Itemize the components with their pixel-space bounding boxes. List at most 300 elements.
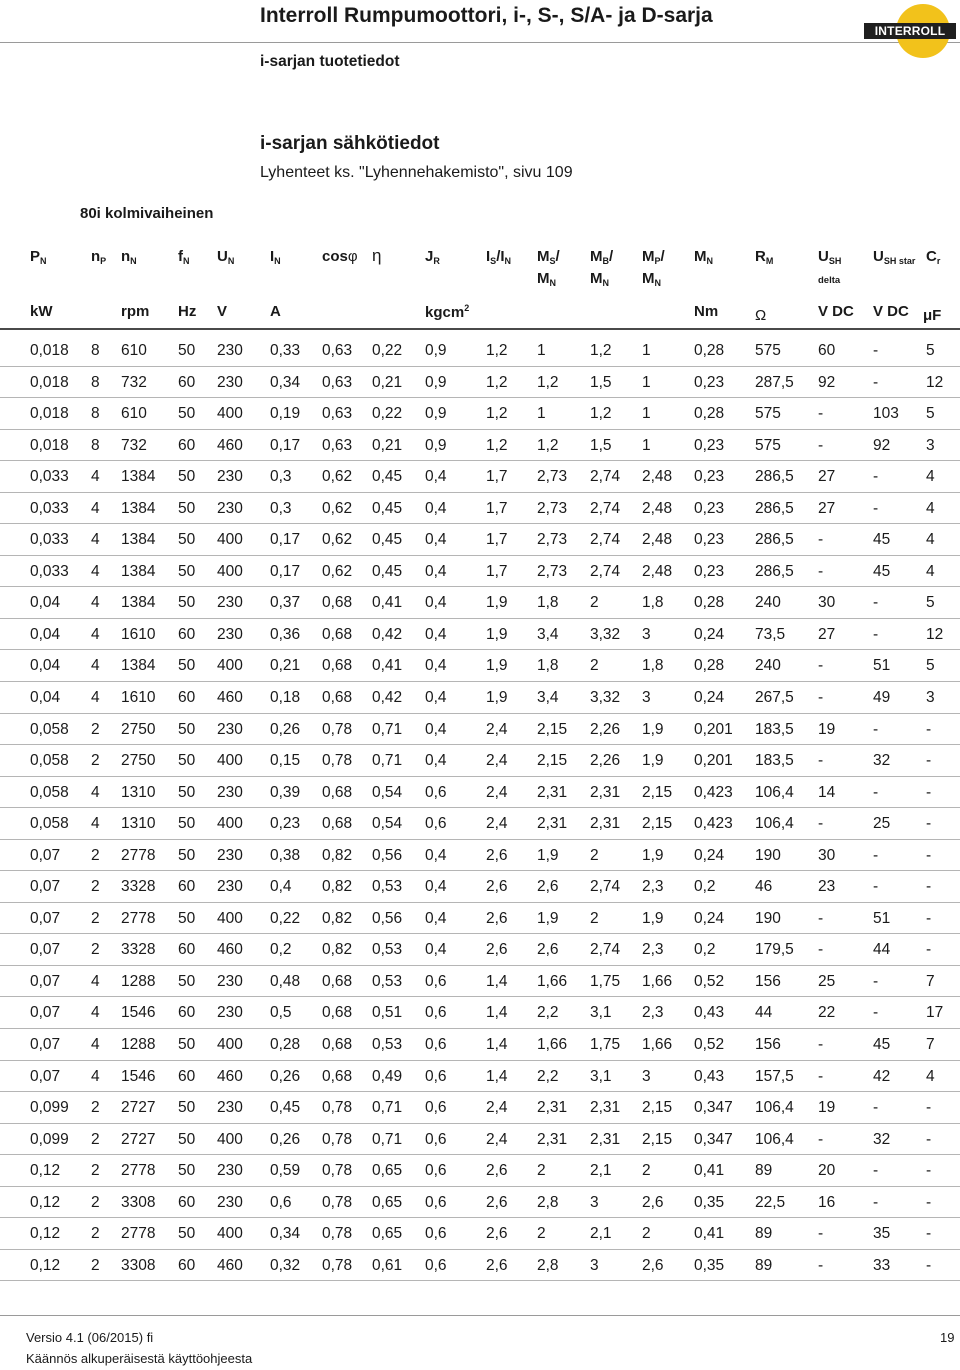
cell-ush-delta: 14: [818, 783, 836, 801]
cell-is-in: 1,9: [486, 594, 508, 612]
cell-fn: 60: [178, 625, 196, 643]
cell-ush-star: -: [873, 499, 879, 517]
cell-cosphi: 0,62: [322, 531, 353, 549]
cell-mp-mn: 1,66: [642, 1036, 673, 1054]
cell-eta: 0,49: [372, 1067, 403, 1085]
cell-nn: 2727: [121, 1099, 156, 1117]
cell-cr: 3: [926, 436, 935, 454]
cell-ush-star: -: [873, 1162, 879, 1180]
cell-nn: 1288: [121, 1036, 156, 1054]
cell-pn: 0,099: [30, 1130, 69, 1148]
cell-mp-mn: 1: [642, 373, 651, 391]
cell-eta: 0,71: [372, 1130, 403, 1148]
cell-pn: 0,04: [30, 689, 61, 707]
cell-jr: 0,6: [425, 1225, 447, 1243]
cell-ush-delta: -: [818, 1036, 824, 1054]
variant-label: 80i kolmivaiheinen: [80, 205, 214, 222]
cell-pn: 0,07: [30, 972, 61, 990]
cell-un: 400: [217, 1130, 243, 1148]
cell-rm: 267,5: [755, 689, 794, 707]
cell-un: 400: [217, 531, 243, 549]
cell-mp-mn: 2,6: [642, 1193, 664, 1211]
cell-ush-star: -: [873, 783, 879, 801]
cell-un: 230: [217, 594, 243, 612]
cell-jr: 0,4: [425, 499, 447, 517]
cell-fn: 50: [178, 562, 196, 580]
cell-cr: 12: [926, 373, 944, 391]
cell-cr: 3: [926, 689, 935, 707]
cell-rm: 89: [755, 1162, 773, 1180]
cell-mn: 0,347: [694, 1099, 733, 1117]
cell-pn: 0,018: [30, 436, 69, 454]
cell-fn: 50: [178, 1130, 196, 1148]
cell-pn: 0,12: [30, 1225, 61, 1243]
cell-ush-delta: -: [818, 657, 824, 675]
cell-fn: 50: [178, 657, 196, 675]
cell-mp-mn: 1,66: [642, 972, 673, 990]
table-row: [0, 650, 960, 682]
cell-is-in: 2,4: [486, 720, 508, 738]
cell-ms-mn: 1,2: [537, 436, 559, 454]
cell-cosphi: 0,68: [322, 625, 353, 643]
cell-fn: 50: [178, 846, 196, 864]
cell-np: 4: [91, 625, 100, 643]
cell-eta: 0,22: [372, 405, 403, 423]
cell-ush-delta: 27: [818, 499, 836, 517]
cell-rm: 183,5: [755, 752, 794, 770]
cell-ms-mn: 2,2: [537, 1067, 559, 1085]
cell-cr: -: [926, 1256, 932, 1274]
cell-cosphi: 0,63: [322, 373, 353, 391]
cell-nn: 2778: [121, 1162, 156, 1180]
cell-mn: 0,41: [694, 1162, 725, 1180]
cell-ms-mn: 2: [537, 1225, 546, 1243]
cell-in: 0,38: [270, 846, 301, 864]
cell-ush-delta: 30: [818, 594, 836, 612]
cell-mn: 0,23: [694, 436, 725, 454]
col-header-rm: $R_M$: [755, 248, 774, 266]
cell-pn: 0,058: [30, 720, 69, 738]
cell-jr: 0,4: [425, 468, 447, 486]
cell-mn: 0,52: [694, 1036, 725, 1054]
cell-in: 0,18: [270, 689, 301, 707]
cell-un: 230: [217, 846, 243, 864]
cell-mp-mn: 2,3: [642, 878, 664, 896]
cell-nn: 1288: [121, 972, 156, 990]
cell-ush-star: -: [873, 720, 879, 738]
cell-mp-mn: 1,8: [642, 594, 664, 612]
cell-cr: -: [926, 878, 932, 896]
col-header-un: $U_N$: [217, 248, 235, 266]
cell-mp-mn: 2,15: [642, 1099, 673, 1117]
cell-in: 0,3: [270, 499, 292, 517]
col-header-ms-mn: $M_S/$ $M_N$: [537, 248, 560, 288]
cell-jr: 0,6: [425, 1130, 447, 1148]
cell-cr: -: [926, 752, 932, 770]
cell-jr: 0,6: [425, 1256, 447, 1274]
cell-nn: 1546: [121, 1067, 156, 1085]
cell-ush-star: -: [873, 594, 879, 612]
cell-is-in: 2,6: [486, 1193, 508, 1211]
cell-mn: 0,28: [694, 594, 725, 612]
cell-eta: 0,22: [372, 342, 403, 359]
cell-pn: 0,058: [30, 783, 69, 801]
cell-mp-mn: 2,48: [642, 562, 673, 580]
cell-eta: 0,42: [372, 689, 403, 707]
cell-un: 400: [217, 1225, 243, 1243]
cell-ms-mn: 2,31: [537, 1099, 568, 1117]
cell-cosphi: 0,62: [322, 468, 353, 486]
cell-ush-delta: -: [818, 405, 824, 423]
cell-in: 0,21: [270, 657, 301, 675]
cell-cosphi: 0,68: [322, 689, 353, 707]
cell-fn: 50: [178, 909, 196, 927]
cell-un: 230: [217, 342, 243, 359]
cell-mn: 0,23: [694, 562, 725, 580]
cell-np: 4: [91, 657, 100, 675]
cell-ms-mn: 3,4: [537, 689, 559, 707]
cell-cosphi: 0,78: [322, 1225, 353, 1243]
cell-ush-star: -: [873, 625, 879, 643]
cell-eta: 0,71: [372, 720, 403, 738]
cell-eta: 0,42: [372, 625, 403, 643]
cell-mn: 0,28: [694, 657, 725, 675]
cell-fn: 60: [178, 878, 196, 896]
unit-rm: Ω: [755, 307, 767, 324]
cell-fn: 50: [178, 752, 196, 770]
cell-ms-mn: 2,15: [537, 752, 568, 770]
document-title: Interroll Rumpumoottori, i-, S-, S/A- ja D-sarja: [260, 4, 713, 27]
cell-rm: 286,5: [755, 531, 794, 549]
cell-jr: 0,6: [425, 972, 447, 990]
cell-in: 0,26: [270, 1130, 301, 1148]
cell-rm: 190: [755, 846, 781, 864]
cell-np: 4: [91, 689, 100, 707]
unit-mn: Nm: [694, 303, 719, 320]
cell-rm: 240: [755, 657, 781, 675]
cell-np: 4: [91, 1067, 100, 1085]
cell-ush-star: 35: [873, 1225, 891, 1243]
cell-in: 0,6: [270, 1193, 292, 1211]
cell-cr: -: [926, 815, 932, 833]
cell-rm: 190: [755, 909, 781, 927]
cell-cosphi: 0,82: [322, 878, 353, 896]
cell-ush-star: 42: [873, 1067, 891, 1085]
cell-eta: 0,53: [372, 878, 403, 896]
cell-ush-delta: -: [818, 752, 824, 770]
cell-cosphi: 0,78: [322, 1099, 353, 1117]
cell-fn: 50: [178, 499, 196, 517]
cell-jr: 0,6: [425, 815, 447, 833]
cell-is-in: 2,6: [486, 1162, 508, 1180]
cell-rm: 89: [755, 1256, 773, 1274]
cell-mp-mn: 2,6: [642, 1256, 664, 1274]
cell-eta: 0,41: [372, 657, 403, 675]
cell-pn: 0,04: [30, 657, 61, 675]
cell-jr: 0,6: [425, 1193, 447, 1211]
cell-mb-mn: 2,74: [590, 468, 621, 486]
col-header-mn: $M_N$: [694, 248, 713, 266]
cell-ush-delta: 22: [818, 1004, 836, 1022]
cell-is-in: 2,4: [486, 783, 508, 801]
cell-jr: 0,4: [425, 562, 447, 580]
cell-is-in: 1,4: [486, 972, 508, 990]
cell-nn: 1384: [121, 657, 156, 675]
cell-in: 0,32: [270, 1256, 301, 1274]
cell-eta: 0,53: [372, 972, 403, 990]
table-row: [0, 871, 960, 903]
cell-cosphi: 0,68: [322, 594, 353, 612]
cell-jr: 0,6: [425, 1162, 447, 1180]
cell-ms-mn: 1,66: [537, 1036, 568, 1054]
cell-un: 400: [217, 657, 243, 675]
cell-rm: 44: [755, 1004, 773, 1022]
cell-fn: 60: [178, 373, 196, 391]
cell-mn: 0,201: [694, 752, 733, 770]
cell-ush-delta: 92: [818, 373, 836, 391]
cell-mn: 0,43: [694, 1067, 725, 1085]
cell-mp-mn: 3: [642, 689, 651, 707]
table-row: [0, 840, 960, 872]
cell-nn: 2778: [121, 909, 156, 927]
cell-cr: -: [926, 846, 932, 864]
cell-ush-star: 103: [873, 405, 899, 423]
cell-eta: 0,65: [372, 1225, 403, 1243]
cell-mb-mn: 2: [590, 846, 599, 864]
cell-cosphi: 0,63: [322, 405, 353, 423]
cell-is-in: 1,7: [486, 499, 508, 517]
cell-pn: 0,07: [30, 941, 61, 959]
cell-cosphi: 0,78: [322, 1130, 353, 1148]
cell-mb-mn: 2,31: [590, 783, 621, 801]
cell-np: 8: [91, 436, 100, 454]
table-row: [0, 808, 960, 840]
unit-in: A: [270, 303, 281, 320]
cell-mp-mn: 1,9: [642, 720, 664, 738]
cell-np: 2: [91, 941, 100, 959]
col-header-ush-delta: $U_{SH}$ delta: [818, 248, 842, 286]
cell-ms-mn: 3,4: [537, 625, 559, 643]
cell-is-in: 2,4: [486, 1099, 508, 1117]
cell-fn: 50: [178, 405, 196, 423]
unit-ush-star: V DC: [873, 303, 909, 320]
cell-eta: 0,71: [372, 752, 403, 770]
cell-un: 460: [217, 1067, 243, 1085]
cell-rm: 287,5: [755, 373, 794, 391]
table-row: [0, 367, 960, 399]
cell-mb-mn: 2,31: [590, 1099, 621, 1117]
table-row: [0, 1155, 960, 1187]
cell-pn: 0,033: [30, 468, 69, 486]
cell-rm: 286,5: [755, 499, 794, 517]
col-header-pn: $P_N$: [30, 248, 47, 266]
cell-mb-mn: 3: [590, 1256, 599, 1274]
cell-ms-mn: 1: [537, 405, 546, 423]
cell-mp-mn: 2,48: [642, 531, 673, 549]
cell-ush-star: -: [873, 972, 879, 990]
cell-is-in: 2,6: [486, 1225, 508, 1243]
cell-fn: 50: [178, 972, 196, 990]
cell-mn: 0,24: [694, 689, 725, 707]
cell-mp-mn: 2,3: [642, 941, 664, 959]
section-title: i-sarjan sähkötiedot: [260, 133, 440, 154]
cell-nn: 610: [121, 405, 147, 423]
cell-rm: 575: [755, 436, 781, 454]
cell-ush-star: 92: [873, 436, 891, 454]
cell-mn: 0,23: [694, 373, 725, 391]
cell-is-in: 2,6: [486, 846, 508, 864]
cell-mp-mn: 2,3: [642, 1004, 664, 1022]
cell-cr: 4: [926, 468, 935, 486]
cell-ush-delta: -: [818, 531, 824, 549]
cell-ush-star: 45: [873, 531, 891, 549]
cell-ush-star: 49: [873, 689, 891, 707]
cell-un: 400: [217, 752, 243, 770]
cell-nn: 732: [121, 373, 147, 391]
cell-np: 4: [91, 594, 100, 612]
cell-in: 0,17: [270, 436, 301, 454]
cell-mn: 0,41: [694, 1225, 725, 1243]
col-header-cosphi: cosφ: [322, 248, 358, 265]
col-header-jr: $J_R$: [425, 248, 440, 266]
cell-ush-delta: 27: [818, 468, 836, 486]
cell-un: 230: [217, 720, 243, 738]
cell-ush-delta: -: [818, 436, 824, 454]
cell-pn: 0,04: [30, 594, 61, 612]
cell-mn: 0,23: [694, 531, 725, 549]
cell-ush-star: 45: [873, 1036, 891, 1054]
cell-rm: 183,5: [755, 720, 794, 738]
cell-np: 4: [91, 783, 100, 801]
cell-pn: 0,018: [30, 405, 69, 423]
cell-pn: 0,033: [30, 531, 69, 549]
cell-jr: 0,6: [425, 783, 447, 801]
cell-mb-mn: 2,74: [590, 878, 621, 896]
table-row: [0, 524, 960, 556]
cell-fn: 50: [178, 531, 196, 549]
cell-cr: 4: [926, 562, 935, 580]
cell-mn: 0,28: [694, 405, 725, 423]
cell-fn: 50: [178, 720, 196, 738]
cell-ms-mn: 1,66: [537, 972, 568, 990]
cell-ms-mn: 2,73: [537, 562, 568, 580]
cell-cosphi: 0,78: [322, 1193, 353, 1211]
cell-nn: 1384: [121, 499, 156, 517]
cell-np: 8: [91, 405, 100, 423]
unit-ush-delta: V DC: [818, 303, 854, 320]
cell-cr: 7: [926, 972, 935, 990]
cell-ush-delta: 19: [818, 720, 836, 738]
cell-pn: 0,018: [30, 373, 69, 391]
cell-mn: 0,347: [694, 1130, 733, 1148]
cell-ms-mn: 1,8: [537, 594, 559, 612]
cell-ush-star: 33: [873, 1256, 891, 1274]
cell-nn: 1310: [121, 783, 156, 801]
cell-un: 400: [217, 909, 243, 927]
cell-un: 230: [217, 878, 243, 896]
cell-nn: 2750: [121, 752, 156, 770]
cell-mn: 0,52: [694, 972, 725, 990]
cell-np: 2: [91, 909, 100, 927]
cell-is-in: 1,2: [486, 436, 508, 454]
cell-pn: 0,099: [30, 1099, 69, 1117]
cell-un: 230: [217, 1004, 243, 1022]
cell-mp-mn: 2,15: [642, 815, 673, 833]
cell-mp-mn: 1: [642, 436, 651, 454]
cell-nn: 2778: [121, 1225, 156, 1243]
cell-jr: 0,6: [425, 1036, 447, 1054]
cell-ush-delta: 30: [818, 846, 836, 864]
cell-jr: 0,4: [425, 909, 447, 927]
cell-rm: 157,5: [755, 1067, 794, 1085]
col-header-eta: η: [372, 246, 382, 265]
cell-fn: 50: [178, 815, 196, 833]
cell-cr: 4: [926, 531, 935, 549]
cell-un: 400: [217, 405, 243, 423]
cell-cr: -: [926, 909, 932, 927]
cell-cr: -: [926, 783, 932, 801]
cell-cr: 5: [926, 405, 935, 423]
cell-np: 4: [91, 562, 100, 580]
header-divider: [0, 42, 960, 43]
cell-is-in: 1,4: [486, 1004, 508, 1022]
logo-text: INTERROLL: [864, 23, 956, 39]
footer-divider: [0, 1315, 960, 1316]
cell-in: 0,15: [270, 752, 301, 770]
cell-fn: 50: [178, 1099, 196, 1117]
cell-ms-mn: 1,9: [537, 909, 559, 927]
cell-un: 230: [217, 373, 243, 391]
cell-ush-star: 44: [873, 941, 891, 959]
cell-in: 0,19: [270, 405, 301, 423]
cell-mn: 0,35: [694, 1193, 725, 1211]
cell-in: 0,26: [270, 720, 301, 738]
cell-cr: -: [926, 1225, 932, 1243]
cell-ush-star: -: [873, 846, 879, 864]
cell-mp-mn: 1: [642, 405, 651, 423]
cell-jr: 0,9: [425, 436, 447, 454]
cell-mp-mn: 3: [642, 1067, 651, 1085]
cell-un: 400: [217, 562, 243, 580]
cell-fn: 60: [178, 941, 196, 959]
cell-ush-star: -: [873, 342, 879, 359]
table-row: [0, 587, 960, 619]
cell-mb-mn: 1,2: [590, 342, 612, 359]
cell-nn: 1610: [121, 625, 156, 643]
cell-ms-mn: 2,73: [537, 531, 568, 549]
cell-np: 2: [91, 1099, 100, 1117]
cell-pn: 0,12: [30, 1193, 61, 1211]
cell-cosphi: 0,68: [322, 972, 353, 990]
cell-cr: 5: [926, 342, 935, 359]
table-row: [0, 398, 960, 430]
cell-in: 0,23: [270, 815, 301, 833]
cell-is-in: 1,7: [486, 531, 508, 549]
cell-ush-delta: 20: [818, 1162, 836, 1180]
cell-mp-mn: 2,48: [642, 499, 673, 517]
cell-eta: 0,21: [372, 436, 403, 454]
cell-ush-delta: 19: [818, 1099, 836, 1117]
cell-is-in: 2,6: [486, 878, 508, 896]
cell-pn: 0,07: [30, 1036, 61, 1054]
cell-mn: 0,201: [694, 720, 733, 738]
cell-nn: 1310: [121, 815, 156, 833]
cell-mn: 0,423: [694, 815, 733, 833]
cell-cr: -: [926, 1130, 932, 1148]
cell-eta: 0,65: [372, 1193, 403, 1211]
cell-pn: 0,058: [30, 752, 69, 770]
cell-mb-mn: 2,74: [590, 562, 621, 580]
